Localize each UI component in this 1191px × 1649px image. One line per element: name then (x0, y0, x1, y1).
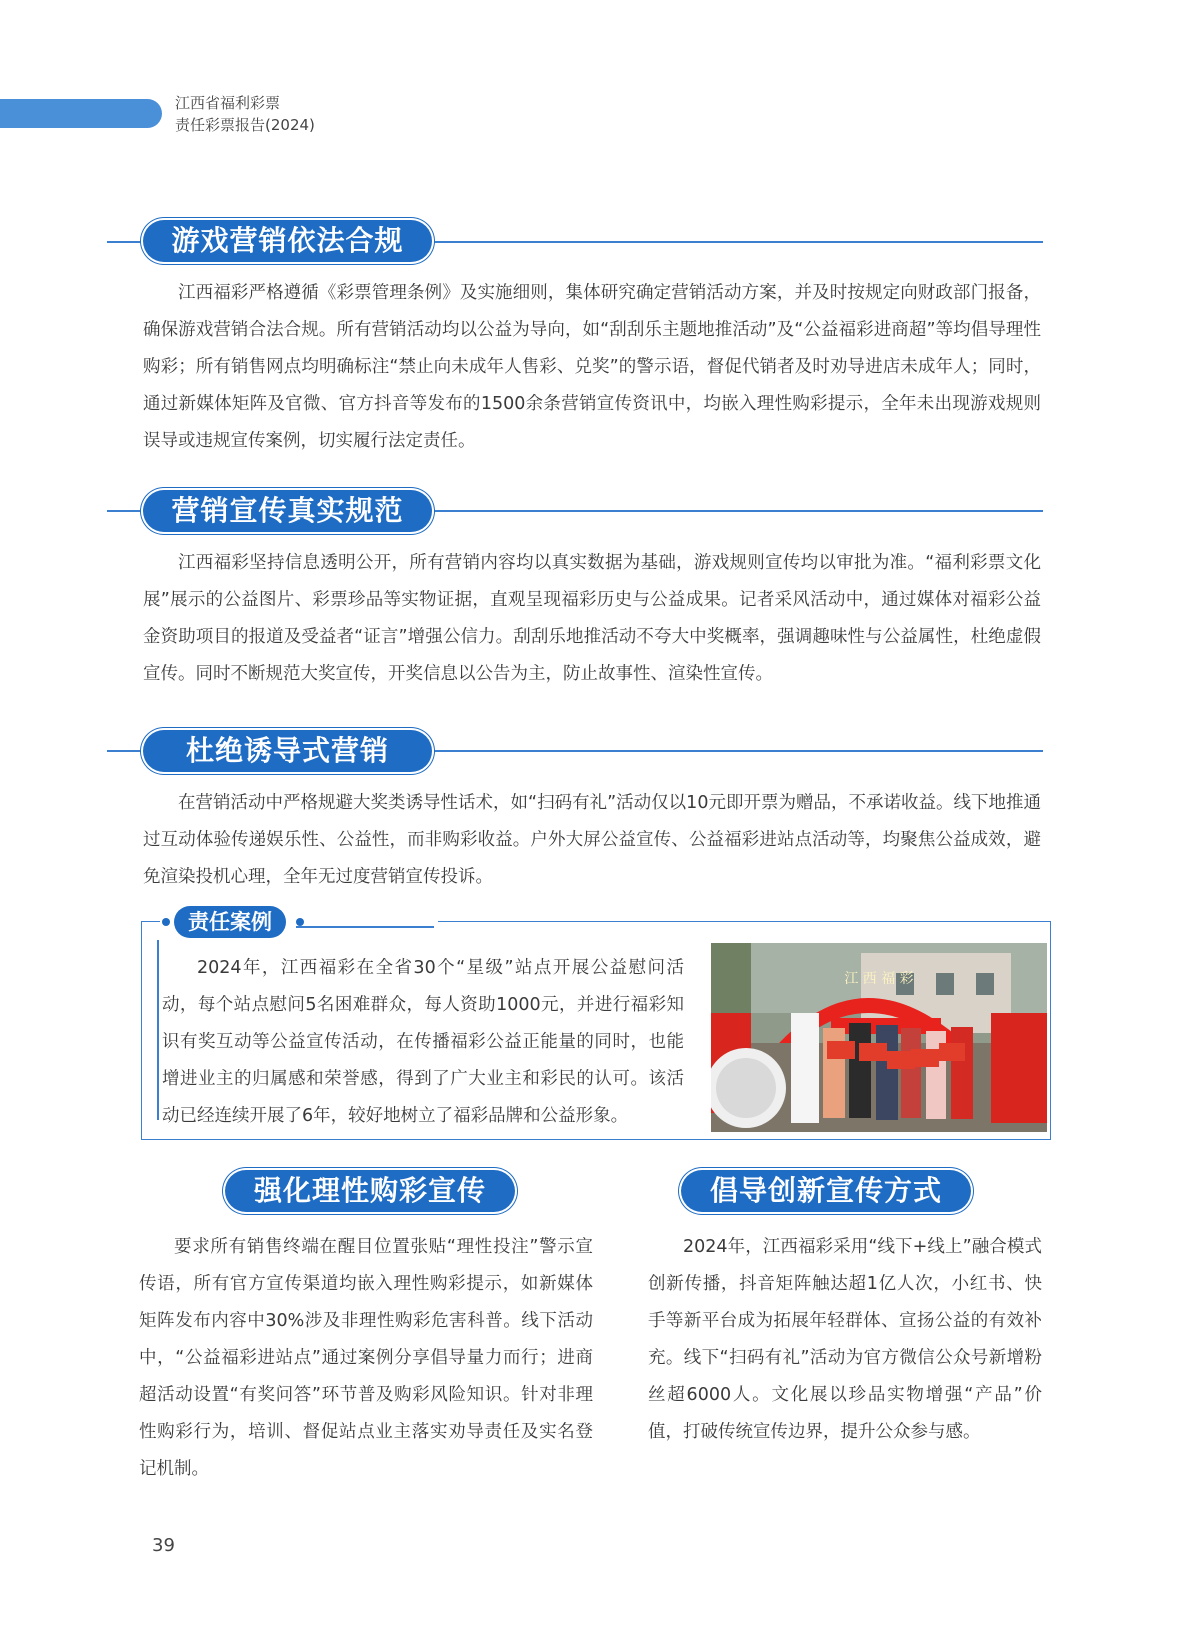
case-photo (711, 943, 1047, 1132)
case-tag: 责任案例 (174, 906, 286, 938)
column-body-rational: 要求所有销售终端在醒目位置张贴“理性投注”警示宣传语，所有官方宣传渠道均嵌入理性购彩提示，如新媒体矩阵发布内容中30%涉及非理性购彩危害科普。线下活动中，“公益福彩进站点”通过案例分享倡导量力而行；进商超活动设置“有奖问答”环节普及购彩风险知识。针对非理性购彩行为，培训、督促站点业主落实劝导责任及实名登记机制。 (139, 1237, 593, 1479)
case-accent-line (157, 940, 159, 1120)
column-title-innovative: 倡导创新宣传方式 (681, 1170, 971, 1212)
header-line-2: 责任彩票报告(2024) (175, 116, 315, 134)
header-accent-bar (0, 99, 162, 128)
section-title-compliance: 游戏营销依法合规 (143, 220, 432, 262)
section-body-truthful: 江西福彩坚持信息透明公开，所有营销内容均以真实数据为基础，游戏规则宣传均以审批为准。“福利彩票文化展”展示的公益图片、彩票珍品等实物证据，直观呈现福彩历史与公益成果。记者采风活动中，通过媒体对福彩公益金资助项目的报道及受益者“证言”增强公信力。刮刮乐地推活动不夸大中奖概率，强调趣味性与公益属性，杜绝虚假宣传。同时不断规范大奖宣传，开奖信息以公告为主，防止故事性、渲染性宣传。 (143, 553, 1041, 684)
case-body: 2024年，江西福彩在全省30个“星级”站点开展公益慰问活动，每个站点慰问5名困难群众，每人资助1000元，并进行福彩知识有奖互动等公益宣传活动，在传播福彩公益正能量的同时，也能增进业主的归属感和荣誉感，得到了广大业主和彩民的认可。该活动已经连续开展了6年，较好地树立了福彩品牌和公益形象。 (162, 958, 684, 1126)
page-number: 39 (152, 1535, 175, 1556)
case-tag-line (296, 926, 434, 928)
column-body-innovative: 2024年，江西福彩采用“线下+线上”融合模式创新传播，抖音矩阵触达超1亿人次，小红书、快手等新平台成为拓展年轻群体、宣扬公益的有效补充。线下“扫码有礼”活动为官方微信公众号新增粉丝超6000人。文化展以珍品实物增强“产品”价值，打破传统宣传边界，提升公众参与感。 (648, 1237, 1042, 1442)
report-header (175, 92, 315, 136)
section-body-compliance: 江西福彩严格遵循《彩票管理条例》及实施细则，集体研究确定营销活动方案，并及时按规定向财政部门报备，确保游戏营销合法合规。所有营销活动均以公益为导向，如“刮刮乐主题地推活动”及“公益福彩进商超”等均倡导理性购彩；所有销售网点均明确标注“禁止向未成年人售彩、兑奖”的警示语，督促代销者及时劝导进店未成年人；同时，通过新媒体矩阵及官微、官方抖音等发布的1500余条营销宣传资讯中，均嵌入理性购彩提示，全年未出现游戏规则误导或违规宣传案例，切实履行法定责任。 (143, 283, 1041, 451)
section-body-no-inducement: 在营销活动中严格规避大奖类诱导性话术，如“扫码有礼”活动仅以10元即开票为赠品，不承诺收益。线下地推通过互动体验传递娱乐性、公益性，而非购彩收益。户外大屏公益宣传、公益福彩进站点活动等，均聚焦公益成效，避免渲染投机心理，全年无过度营销宣传投诉。 (143, 793, 1041, 887)
section-title-no-inducement: 杜绝诱导式营销 (143, 730, 432, 772)
section-title-truthful: 营销宣传真实规范 (143, 490, 432, 532)
case-dot-right (296, 918, 304, 926)
header-line-1: 江西省福利彩票 (175, 94, 281, 112)
column-title-rational: 强化理性购彩宣传 (225, 1170, 515, 1212)
case-dot-left (162, 918, 170, 926)
photo-arch-text: 江 西 福 彩 (844, 971, 914, 987)
